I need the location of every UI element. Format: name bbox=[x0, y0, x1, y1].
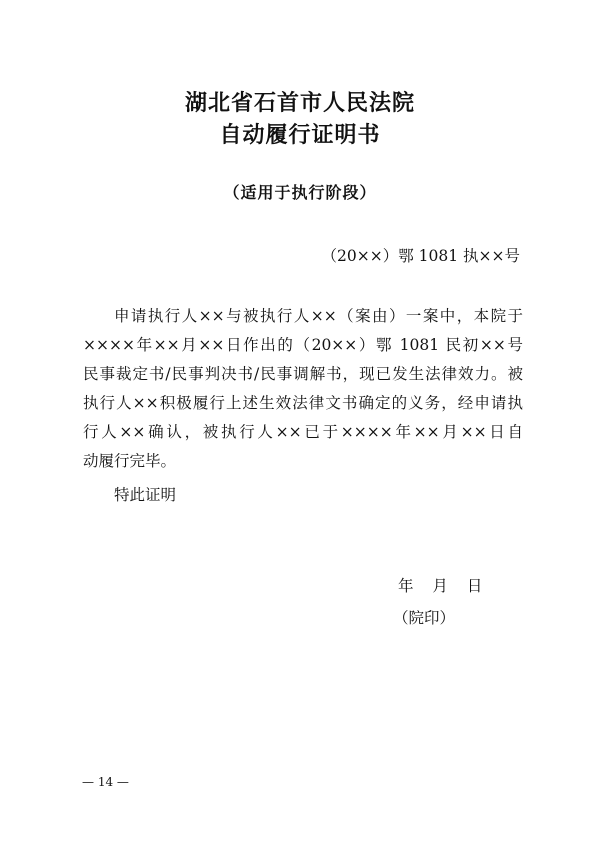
body-line: 民事裁定书/民事判决书/民事调解书，现已发生法律效力。被 bbox=[83, 365, 523, 383]
body-line: 申请执行人××与被执行人××（案由）一案中，本院于 bbox=[114, 307, 523, 325]
body-line: ××××年××月××日作出的（20××）鄂 1081 民初××号 bbox=[83, 336, 523, 354]
court-seal-placeholder: （院印） bbox=[393, 609, 456, 627]
body-line: 动履行完毕。 bbox=[83, 452, 177, 470]
page-number: — 14 — bbox=[82, 775, 129, 789]
court-name-title: 湖北省石首市人民法院 bbox=[184, 90, 415, 116]
body-line: 执行人××积极履行上述生效法律文书确定的义务，经申请执 bbox=[83, 394, 523, 412]
certificate-title: 自动履行证明书 bbox=[219, 122, 381, 148]
document-subtitle: （适用于执行阶段） bbox=[223, 183, 377, 202]
case-number: （20××）鄂 1081 执××号 bbox=[321, 247, 520, 265]
body-paragraph bbox=[83, 302, 523, 476]
signature-date: 年 月 日 bbox=[398, 577, 483, 595]
closing-statement: 特此证明 bbox=[114, 486, 177, 504]
body-line: 行人××确认，被执行人××已于××××年××月××日自 bbox=[83, 423, 523, 441]
